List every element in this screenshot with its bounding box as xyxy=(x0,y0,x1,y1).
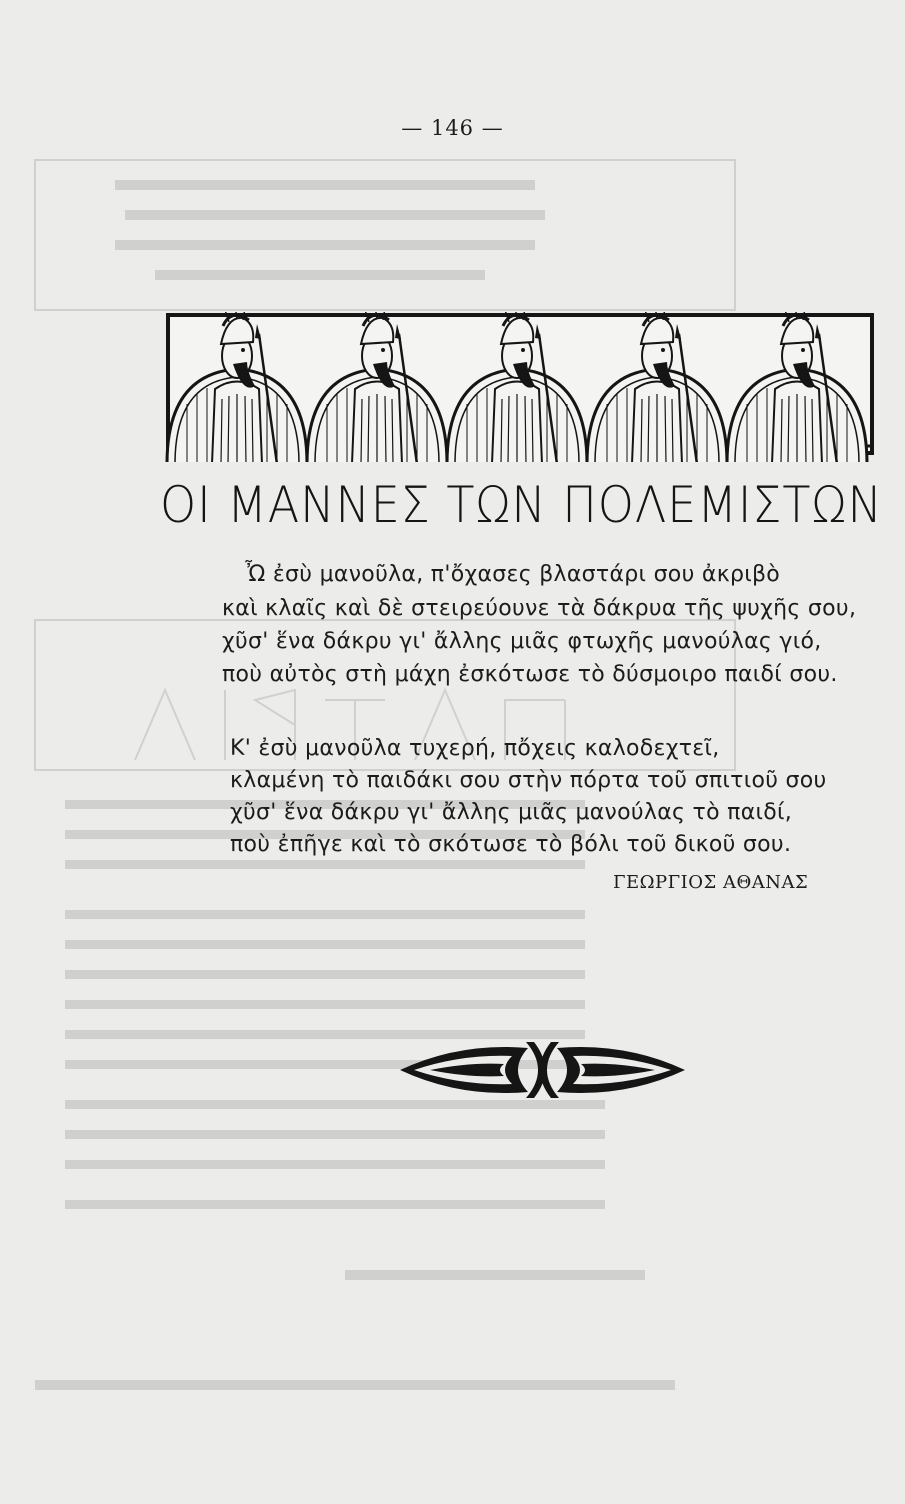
verse-line: Κ' ἐσὺ μανοῦλα τυχερή, πὄχεις καλοδεχτεῖ, xyxy=(230,736,720,761)
leaf-scroll-ornament-icon xyxy=(400,1040,685,1100)
verse-line: ποὺ ἐπῆγε καὶ τὸ σκότωσε τὸ βόλι τοῦ δικοῦ σου. xyxy=(230,832,792,857)
verse-line: Ὦ ἐσὺ μανοῦλα, π'ὄχασες βλαστάρι σου ἀκριβὸ xyxy=(245,562,781,587)
verse-line: καὶ κλαῖς καὶ δὲ στειρεύουνε τὰ δάκρυα τῆς ψυχῆς σου, xyxy=(222,596,857,621)
poem-title: ΟΙ ΜΑΝΝΕΣ ΤΩΝ ΠΟΛΕΜΙΣΤΩΝ xyxy=(160,476,883,534)
verse-line: κλαμένη τὸ παιδάκι σου στὴν πόρτα τοῦ σπιτιοῦ σου xyxy=(230,768,827,793)
author-signature: ΓΕΩΡΓΙΟΣ ΑΘΑΝΑΣ xyxy=(613,872,809,893)
verse-line: χῦσ' ἕνα δάκρυ γι' ἄλλης μιᾶς μανούλας τὸ παιδί, xyxy=(230,800,793,825)
page-number: — 146 — xyxy=(401,116,504,140)
verse-line: χῦσ' ἕνα δάκρυ γι' ἄλλης μιᾶς φτωχῆς μανούλας γιό, xyxy=(222,629,822,654)
verse-line: ποὺ αὐτὸς στὴ μάχη ἐσκότωσε τὸ δύσμοιρο παιδί σου. xyxy=(222,662,838,687)
warriors-banner-illustration xyxy=(165,312,875,462)
